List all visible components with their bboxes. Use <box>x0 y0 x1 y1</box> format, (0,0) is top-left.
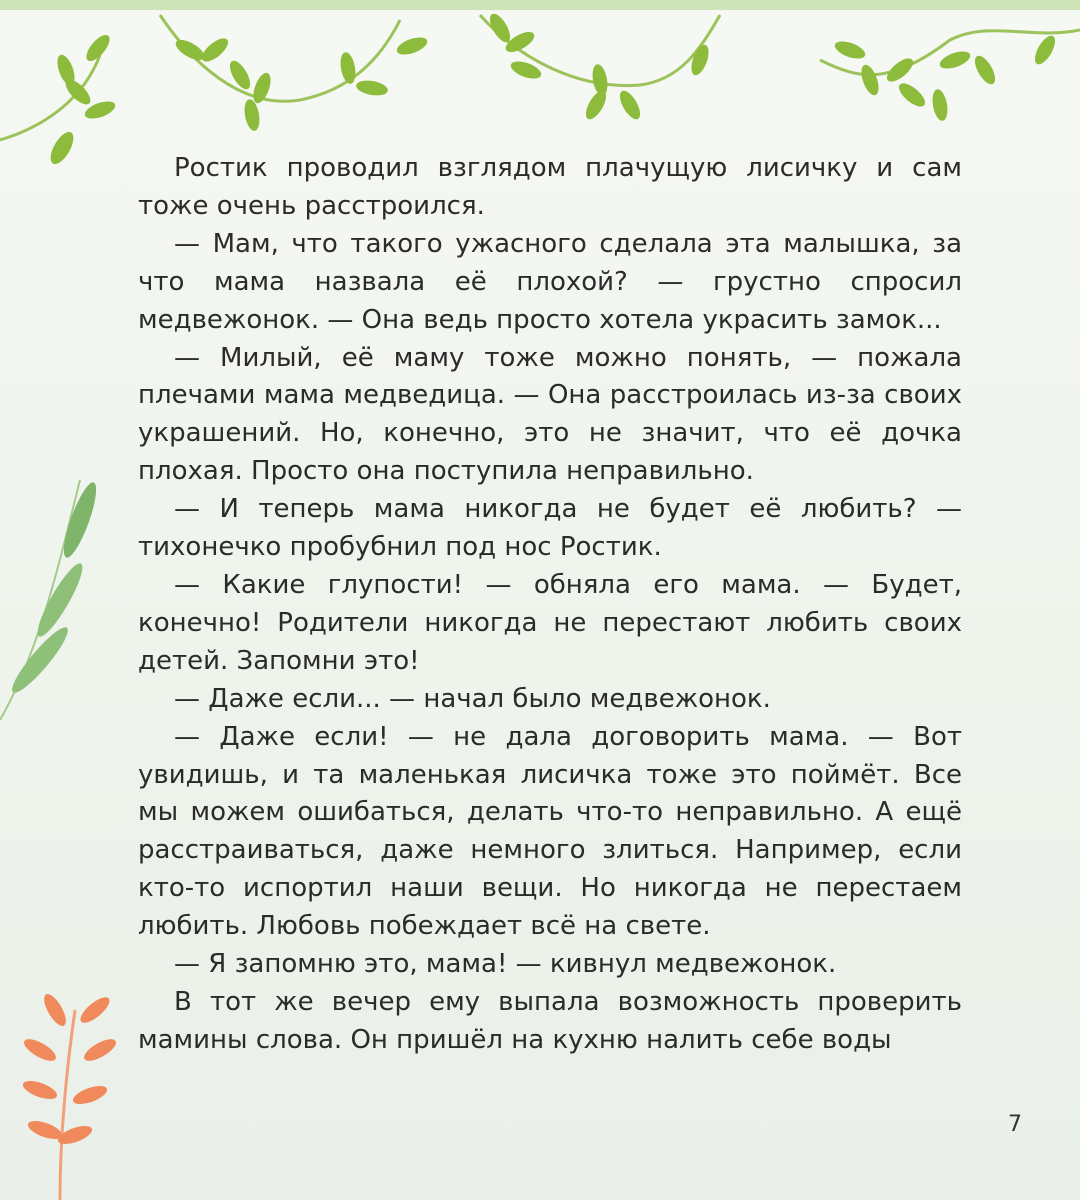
paragraph: — Даже если... — начал было медвежонок. <box>174 683 771 714</box>
page-number: 7 <box>1008 1112 1022 1137</box>
top-middle-vine-icon <box>160 15 429 132</box>
paragraph: Ростик проводил взглядом плачущую лисичку и сам тоже очень расстроился. <box>138 153 962 221</box>
paragraph: — Я запомню это, мама! — кивнул медвежонок. <box>174 949 837 980</box>
orange-sprig-icon <box>21 991 119 1200</box>
top-center-vine-icon <box>480 11 720 123</box>
story-text <box>138 150 962 1060</box>
paragraph: — Даже если! — не дала договорить мама. — Вот увидишь, и та маленькая лисичка тоже это поймёт. Все мы можем ошибаться, делать что-то неправильно. А ещё расстраиваться, даже немного злиться. Например, если кто-то испортил наши вещи. Но никогда не перестаем любить. Любовь побеждает всё на свете. <box>138 721 962 942</box>
left-side-leaves-icon <box>0 479 102 720</box>
paragraph: В тот же вечер ему выпала возможность проверить мамины слова. Он пришёл на кухню налить себе воды <box>138 986 962 1055</box>
paragraph: — Мам, что такого ужасного сделала эта малышка, за что мама назвала её плохой? — грустно спросил медвежонок. — Она ведь просто хотела украсить замок... <box>138 228 962 335</box>
paragraph: — Какие глупости! — обняла его мама. — Будет, конечно! Родители никогда не перестают любить своих детей. Запомни это! <box>138 569 962 676</box>
top-right-vine-icon <box>820 30 1080 122</box>
paragraph: — И теперь мама никогда не будет её любить? — тихонечко пробубнил под нос Ростик. <box>138 494 962 563</box>
top-left-vine-icon <box>0 31 117 167</box>
paragraph: — Милый, её маму тоже можно понять, — пожала плечами мама медведица. — Она расстроилась из-за своих украшений. Но, конечно, это не значит, что её дочка плохая. Просто она поступила неправильно. <box>138 342 962 487</box>
